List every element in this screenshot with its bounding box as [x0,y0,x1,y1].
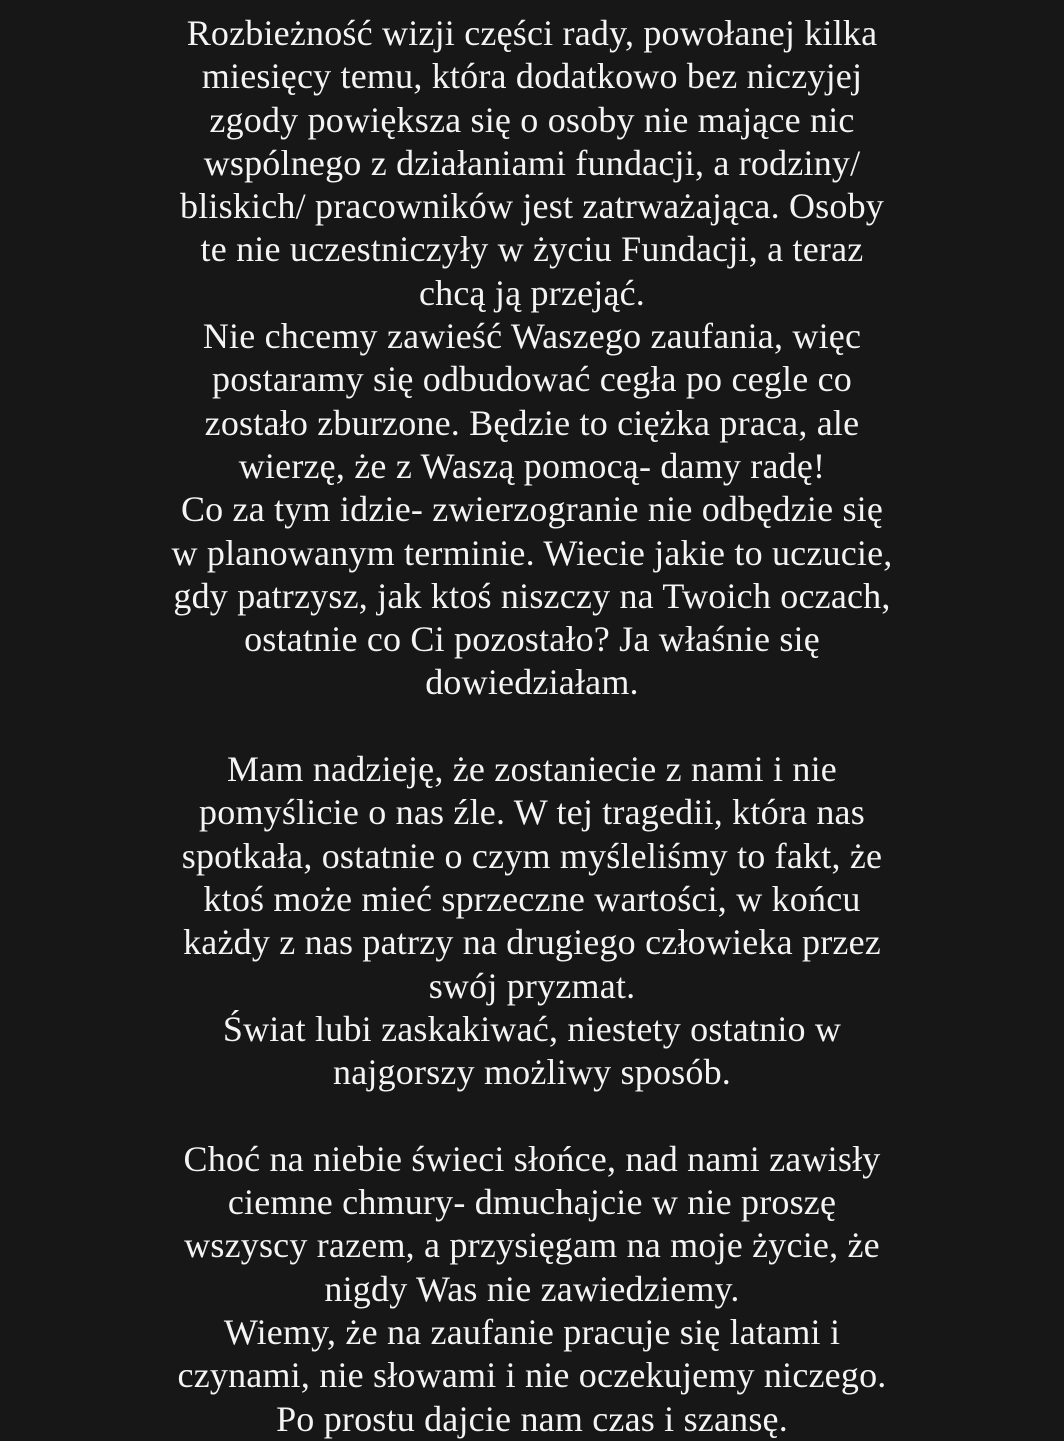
text-line: Wiemy, że na zaufanie pracuje się latami i [223,1311,841,1352]
paragraph-3 [0,1138,1064,1441]
text-line: Nie chcemy zawieść Waszego zaufania, więc [202,316,862,357]
text-line: Po prostu dajcie nam czas i szansę. [276,1398,788,1439]
paragraph-1 [0,12,1064,705]
text-line: wszyscy razem, a przysięgam na moje życie, że [184,1225,880,1266]
text-line: nigdy Was nie zawiedziemy. [324,1268,740,1309]
text-line: czynami, nie słowami i nie oczekujemy niczego. [177,1355,887,1396]
text-line: Rozbieżność wizji części rady, powołanej kilka [186,13,878,53]
paragraph-spacer [0,705,1064,748]
text-line: spotkała, ostatnie o czym myśleliśmy to fakt, że [181,835,883,876]
text-line: ktoś może mieć sprzeczne wartości, w końcu [203,878,861,919]
paragraph-spacer [0,1094,1064,1137]
story-text-block [0,12,1064,1441]
text-line: dowiedziałam. [425,662,639,703]
text-line: każdy z nas patrzy na drugiego człowieka przez [183,922,881,963]
text-line: bliskich/ pracowników jest zatrważająca. Osoby [180,186,884,227]
text-line: wspólnego z działaniami fundacji, a rodziny/ [203,142,861,183]
text-line: najgorszy możliwy sposób. [333,1052,731,1093]
text-line: Świat lubi zaskakiwać, niestety ostatnio w [222,1008,842,1049]
text-line: ciemne chmury- dmuchajcie w nie proszę [227,1182,837,1223]
text-line: gdy patrzysz, jak ktoś niszczy na Twoich oczach, [173,575,891,616]
text-line: Choć na niebie świeci słońce, nad nami zawisły [183,1138,881,1179]
text-line: swój pryzmat. [428,965,636,1006]
text-line: zostało zburzone. Będzie to ciężka praca, ale [204,402,860,443]
text-line: Mam nadzieję, że zostaniecie z nami i nie [227,749,837,790]
text-line: Co za tym idzie- zwierzogranie nie odbędzie się [180,489,884,530]
paragraph-2 [0,748,1064,1094]
text-line: pomyślicie o nas źle. W tej tragedii, która nas [199,792,865,833]
text-line: w planowanym terminie. Wiecie jakie to uczucie, [171,532,893,573]
text-line: zgody powiększa się o osoby nie mające nic [209,99,855,140]
text-line: te nie uczestniczyły w życiu Fundacji, a teraz [200,229,864,270]
text-line: miesięcy temu, która dodatkowo bez niczyjej [201,56,863,97]
text-line: wierzę, że z Waszą pomocą- damy radę! [238,445,826,486]
text-line: chcą ją przejąć. [418,272,646,313]
text-line: ostatnie co Ci pozostało? Ja właśnie się [244,619,820,660]
text-line: postaramy się odbudować cegła po cegle co [212,359,852,400]
